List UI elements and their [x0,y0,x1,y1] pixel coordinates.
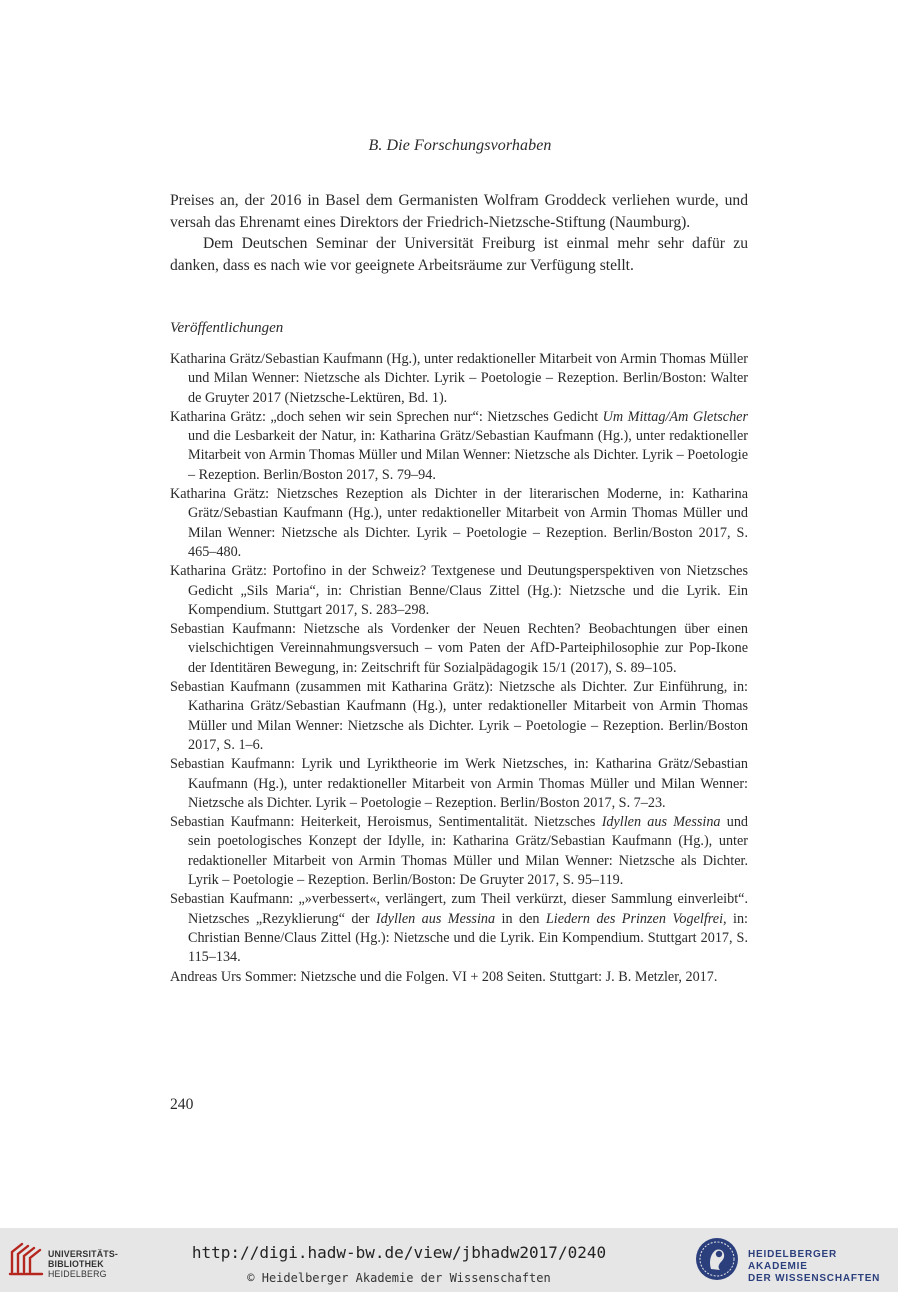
bibliography-entry: Sebastian Kaufmann: Heiterkeit, Heroismus, Sentimentalität. Nietzsches Idyllen aus Messina und sein poetologisches Konzept der Idylle, in: Katharina Grätz/Sebastian Kaufmann (Hg.), unter redaktioneller Mitarbeit von Armin Thomas Müller und Milan Wenner: Nietzsche als Dichter. Lyrik – Poetologie – Rezeption. Berlin/Boston: De Gruyter 2017, S. 95–119. [170,814,749,889]
hadw-logo-text: HEIDELBERGER AKADEMIE DER WISSENSCHAFTEN [748,1249,881,1284]
bibliography-entry: Katharina Grätz: Nietzsches Rezeption als Dichter in der literarischen Moderne, in: Katharina Grätz/Sebastian Kaufmann (Hg.), unter redaktioneller Mitarbeit von Armin Thomas Müller und Milan Wenner: Nietzsche als Dichter. Lyrik – Poetologie – Rezeption. Berlin/Boston 2017, S. 465–480. [170,486,748,560]
bibliography-entry: Katharina Grätz: „doch sehen wir sein Sprechen nur“: Nietzsches Gedicht Um Mittag/Am Gletscher und die Lesbarkeit der Natur, in: Katharina Grätz/Sebastian Kaufmann (Hg.), unter redaktioneller Mitarbeit von Armin Thomas Müller und Milan Wenner: Nietzsche als Dichter. Lyrik – Poetologie – Rezeption. Berlin/Boston 2017, S. 79–94. [170,408,748,483]
body-text [170,190,748,276]
bibliography-entry: Sebastian Kaufmann: „»verbessert«, verlängert, zum Theil verkürzt, dieser Sammlung einverleibt“. Nietzsches „Rezyklierung“ der Idyllen aus Messina in den Liedern des Prinzen Vogelfrei, in: Christian Benne/Claus Zittel (Hg.): Nietzsche und die Lyrik. Ein Kompendium. Stuttgart 2017, S. 115–134. [170,891,748,966]
bibliography-entry: Sebastian Kaufmann (zusammen mit Katharina Grätz): Nietzsche als Dichter. Zur Einführung, in: Katharina Grätz/Sebastian Kaufmann (Hg.), unter redaktioneller Mitarbeit von Armin Thomas Müller und Milan Wenner: Nietzsche als Dichter. Lyrik – Poetologie – Rezeption. Berlin/Boston 2017, S. 1–6. [170,679,748,753]
page-number: 240 [170,1096,194,1113]
paragraph: Preises an, der 2016 in Basel dem Germanisten Wolfram Groddeck verliehen wurde, und versah das Ehrenamt eines Direktors der Friedrich-Nietzsche-Stiftung (Naumburg). [170,192,748,231]
bibliography-entry: Sebastian Kaufmann: Lyrik und Lyriktheorie im Werk Nietzsches, in: Katharina Grätz/Sebastian Kaufmann (Hg.), unter redaktioneller Mitarbeit von Armin Thomas Müller und Milan Wenner: Nietzsche als Dichter. Lyrik – Poetologie – Rezeption. Berlin/Boston 2017, S. 7–23. [170,756,748,811]
bibliography-entry: Katharina Grätz: Portofino in der Schweiz? Textgenese und Deutungsperspektiven von Nietzsches Gedicht „Sils Maria“, in: Christian Benne/Claus Zittel (Hg.): Nietzsche und die Lyrik. Ein Kompendium. Stuttgart 2017, S. 283–298. [170,563,748,618]
bibliography-entry: Sebastian Kaufmann: Nietzsche als Vordenker der Neuen Rechten? Beobachtungen über einen vielschichtigen Vereinnahmungsversuch – vom Paten der AfD-Parteiphilosophie zur Pop-Ikone der Identitären Bewegung, in: Zeitschrift für Sozialpädagogik 15/1 (2017), S. 89–105. [170,621,748,676]
bibliography-entry: Katharina Grätz/Sebastian Kaufmann (Hg.), unter redaktioneller Mitarbeit von Armin Thomas Müller und Milan Wenner: Nietzsche als Dichter. Lyrik – Poetologie – Rezeption. Berlin/Boston: Walter de Gruyter 2017 (Nietzsche-Lektüren, Bd. 1). [170,351,748,406]
permalink-url[interactable]: http://digi.hadw-bw.de/view/jbhadw2017/0240 [191,1243,607,1262]
running-head: B. Die Forschungsvorhaben [368,137,552,154]
section-heading: Veröffentlichungen [170,320,284,336]
paragraph: Dem Deutschen Seminar der Universität Freiburg ist einmal mehr sehr dafür zu danken, dass es nach wie vor geeignete Arbeitsräume zur Verfügung stellt. [170,235,748,274]
ub-logo-text: UNIVERSITÄTS- BIBLIOTHEK HEIDELBERG [48,1249,119,1279]
copyright-notice: © Heidelberger Akademie der Wissenschaften [247,1271,551,1285]
bibliography-list [170,350,748,987]
bibliography-entry: Andreas Urs Sommer: Nietzsche und die Folgen. VI + 208 Seiten. Stuttgart: J. B. Metzler, 2017. [170,968,718,985]
